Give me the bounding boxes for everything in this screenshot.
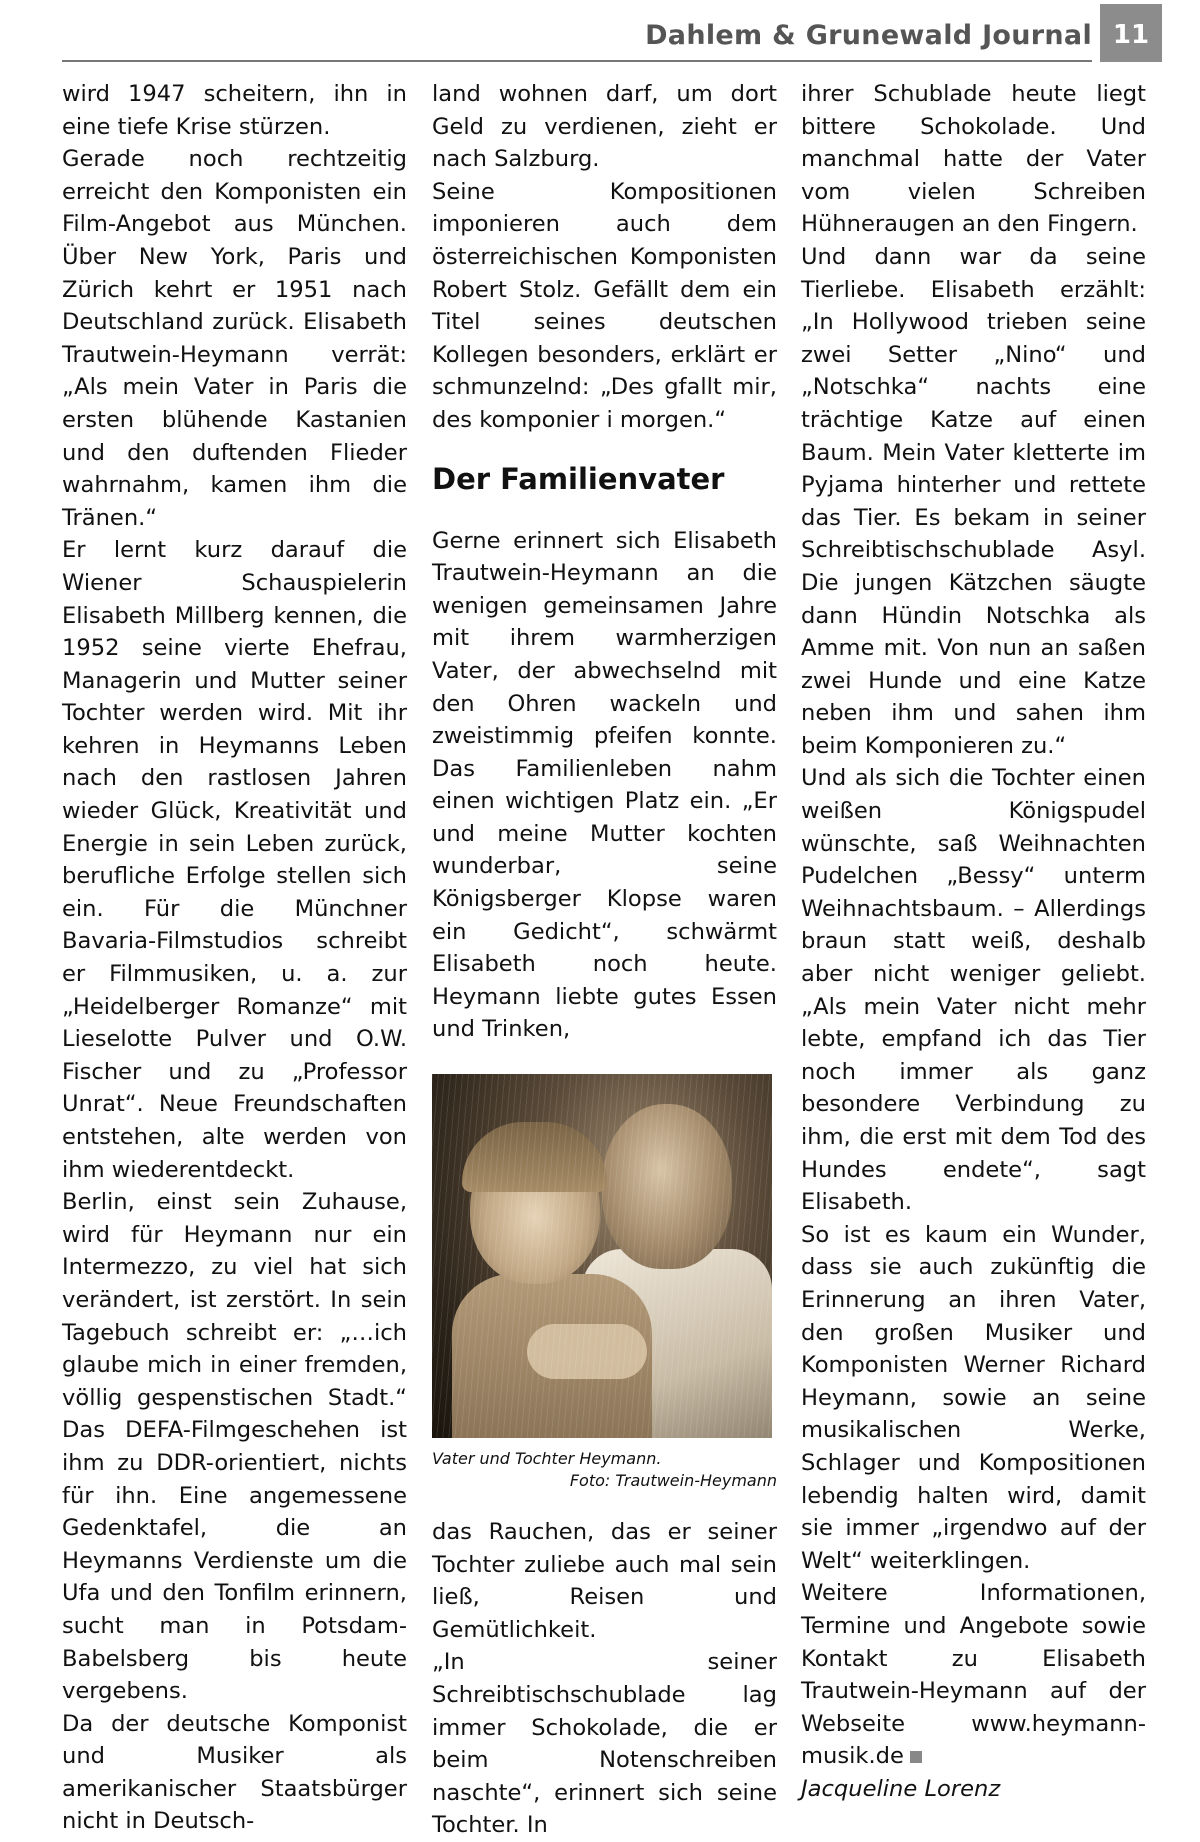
article-column-3: [801, 78, 1146, 1805]
paragraph: Und als sich die Tochter einen weißen Königspudel wünschte, saß Weihnachten Pudelchen „Bessy“ unterm Weihnachtsbaum. – Allerdings braun statt weiß, deshalb aber nicht weniger geliebt. „Als mein Vater nicht mehr lebte, empfand ich das Tier noch immer als ganz besondere Verbindung zu ihm, die erst mit dem Tod des Hundes endete“, sagt Elisabeth.: [801, 765, 1146, 1216]
paragraph: Gerne erinnert sich Elisabeth Trautwein-Heymann an die wenigen gemeinsamen Jahre mit ihrem warmherzigen Vater, der abwechselnd mit den Ohren wackeln und zweistimmig pfeifen konnte. Das Familienleben nahm einen wichtigen Platz ein. „Er und meine Mutter kochten wunderbar, seine Königsberger Klopse waren ein Gedicht“, schwärmt Elisabeth noch heute. Heymann liebte gutes Essen und Trinken,: [432, 527, 777, 1043]
family-photo: [432, 1074, 772, 1438]
author-byline: Jacqueline Lorenz: [801, 1775, 1001, 1802]
paragraph: das Rauchen, das er seiner Tochter zuliebe auch mal sein ließ, Reisen und Gemütlichkeit.: [432, 1519, 777, 1643]
paragraph: land wohnen darf, um dort Geld zu verdienen, zieht er nach Salzburg.: [432, 81, 777, 173]
paragraph: Da der deutsche Komponist und Musiker als amerikanischer Staatsbürger nicht in Deutsch-: [62, 1710, 407, 1835]
photo-caption: [432, 1448, 777, 1492]
paragraph: So ist es kaum ein Wunder, dass sie auch zukünftig die Erinnerung an ihren Vater, den großen Musiker und Komponisten Werner Richard Heymann, sowie an seine musikalischen Werke, Schlager und Kompositionen lebendig halten wird, damit sie immer „irgendwo auf der Welt“ weiterklingen.: [801, 1221, 1146, 1574]
paragraph: ihrer Schublade heute liegt bittere Schokolade. Und manchmal hatte der Vater vom vielen Schreiben Hühneraugen an den Fingern.: [801, 81, 1146, 238]
paragraph: Seine Kompositionen imponieren auch dem österreichischen Komponisten Robert Stolz. Gefällt dem ein Titel seines deutschen Kollegen besonders, erklärt er schmunzelnd: „Des gfallt mir, des komponier i morgen.“: [432, 178, 777, 433]
section-heading: Der Familienvater: [432, 461, 725, 496]
paragraph: Und dann war da seine Tierliebe. Elisabeth erzählt: „In Hollywood trieben seine zwei Setter „Nino“ und „Notschka“ nachts eine trächtige Katze auf einen Baum. Mein Vater kletterte im Pyjama hinterher und rettete das Tier. Es bekam in seiner Schreibtischschublade Asyl. Die jungen Kätzchen säugte dann Hündin Notschka als Amme mit. Von nun an saßen zwei Hunde und eine Katze neben ihm und sahen ihm beim Komponieren zu.“: [801, 243, 1146, 759]
paragraph: Er lernt kurz darauf die Wiener Schauspielerin Elisabeth Millberg kennen, die 1952 seine vierte Ehefrau, Managerin und Mutter seiner Tochter werden wird. Mit ihr kehren in Heymanns Leben nach den rastlosen Jahren wieder Glück, Kreativität und Energie in sein Leben zurück, berufliche Erfolge stellen sich ein. Für die Münchner Bavaria-Filmstudios schreibt er Filmmusiken, u. a. zur „Heidelberger Romanze“ mit Lieselotte Pulver und O.W. Fischer und zu „Professor Unrat“. Neue Freundschaften entstehen, alte werden von ihm wiederentdeckt.: [62, 537, 407, 1183]
paragraph: „In seiner Schreibtischschublade lag immer Schokolade, die er beim Notenschreiben naschte“, erinnert sich seine Tochter. In: [432, 1649, 777, 1839]
journal-title: Dahlem & Grunewald Journal: [645, 20, 1092, 51]
page-header: [0, 0, 1200, 62]
paragraph: Gerade noch rechtzeitig erreicht den Komponisten ein Film-Angebot aus München. Über New York, Paris und Zürich kehrt er 1951 nach Deutschland zurück. Elisabeth Trautwein-Heymann verrät: „Als mein Vater in Paris die ersten blühende Kastanien und den duftenden Flieder wahrnahm, kamen ihm die Tränen.“: [62, 146, 407, 531]
paragraph-with-end-mark: [801, 1577, 1146, 1773]
closing-info-text: Weitere Informationen, Termine und Angebote sowie Kontakt zu Elisabeth Trautwein-Heymann auf der Webseite www.heymann-musik.de: [801, 1580, 1146, 1770]
article-column-2: [432, 78, 777, 1842]
photo-credit: Foto: Trautwein-Heymann: [569, 1471, 777, 1491]
paragraph: Berlin, einst sein Zuhause, wird für Heymann nur ein Intermezzo, zu viel hat sich verändert, ist zerstört. In sein Tagebuch schreibt er: „…ich glaube mich in einer fremden, völlig gespenstischen Stadt.“ Das DEFA-Filmgeschehen ist ihm zu DDR-orientiert, nichts für ihn. Eine angemessene Gedenktafel, die an Heymanns Verdienste um die Ufa und den Tonfilm erinnern, sucht man in Potsdam-Babelsberg bis heute vergebens.: [62, 1189, 407, 1705]
caption-text: Vater und Tochter Heymann.: [432, 1449, 662, 1469]
header-divider: [62, 60, 1092, 62]
article-column-1: [62, 78, 407, 1838]
paragraph: wird 1947 scheitern, ihn in eine tiefe Krise stürzen.: [62, 81, 407, 140]
end-of-article-icon: [910, 1751, 922, 1763]
page-number: 11: [1100, 4, 1162, 62]
photo-tinsel: [432, 1074, 772, 1438]
